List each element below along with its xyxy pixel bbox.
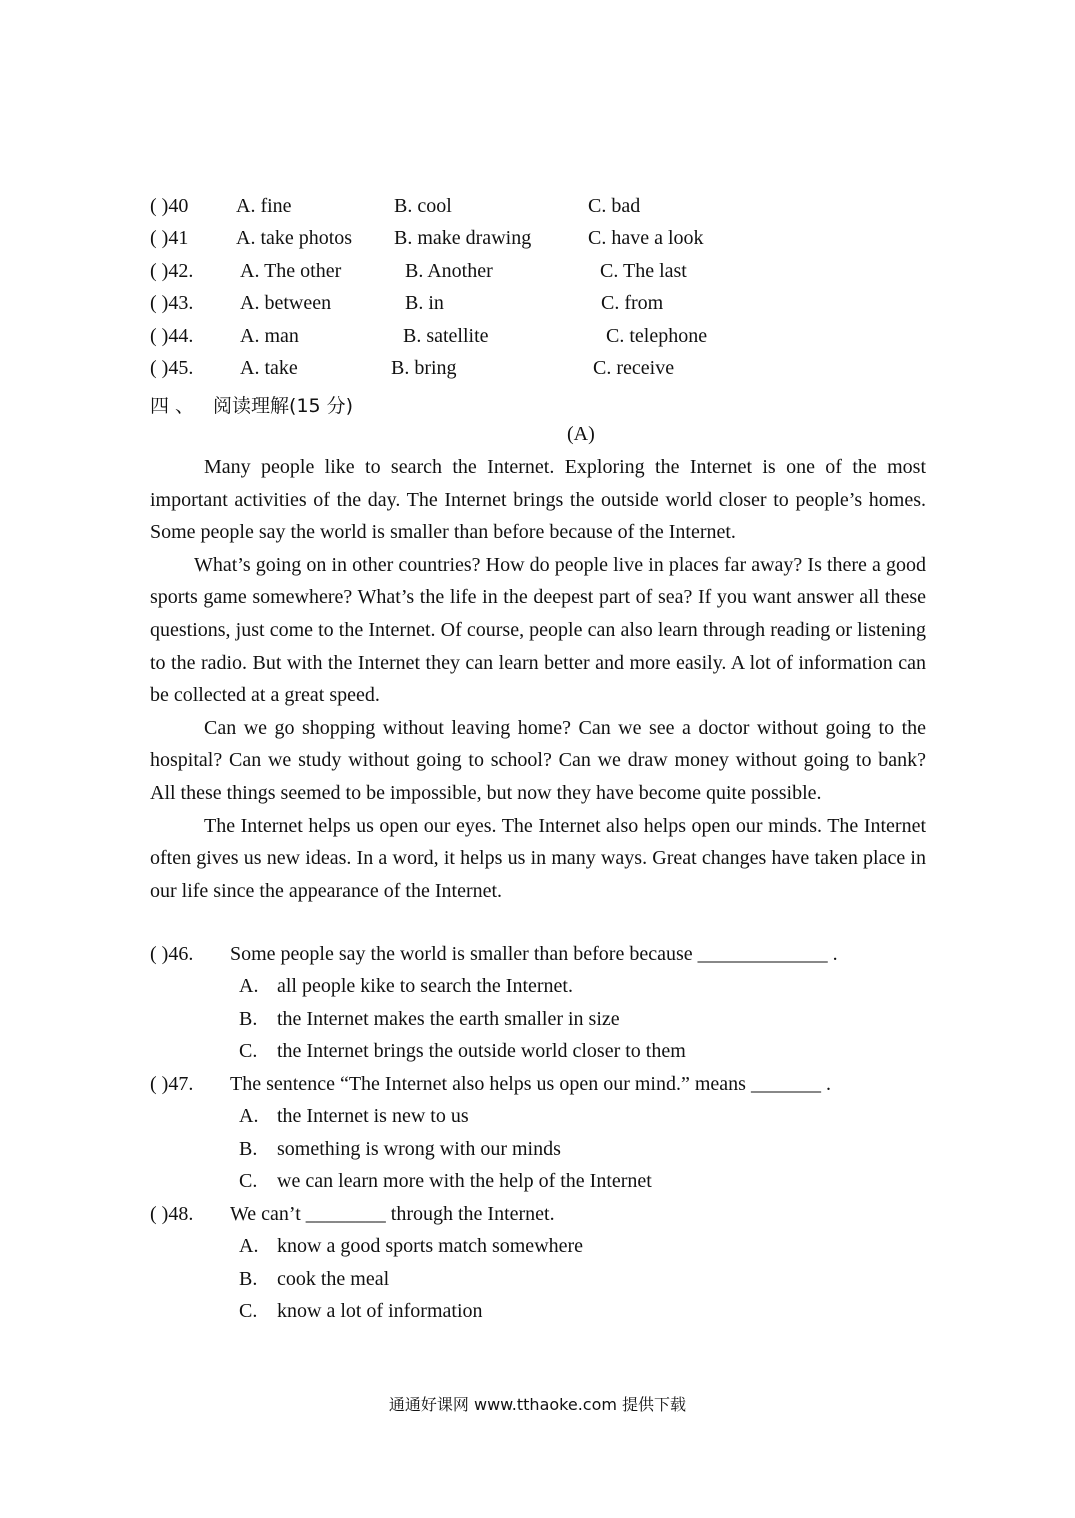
option-b: B. bring <box>391 357 457 379</box>
answer-bracket: ( )46. <box>150 943 194 965</box>
option-letter: A. <box>239 1105 259 1127</box>
option-text: the Internet is new to us <box>277 1105 469 1127</box>
option-a: A. take <box>240 357 298 379</box>
question-text: The sentence “The Internet also helps us open our mind.” means _______ . <box>230 1073 831 1095</box>
option-letter: C. <box>239 1040 258 1062</box>
question-text: Some people say the world is smaller than before because _____________ . <box>230 943 838 965</box>
option-text: know a lot of information <box>277 1300 483 1322</box>
section-title: 阅读理解(15 分) <box>213 395 354 417</box>
option-c: C. have a look <box>588 227 704 249</box>
cloze-question-42 <box>150 260 850 284</box>
option-text: all people kike to search the Internet. <box>277 975 573 997</box>
option-a: A. The other <box>240 260 342 282</box>
section-heading <box>150 391 353 418</box>
option-c: C. receive <box>593 357 675 379</box>
option-a: A. take photos <box>236 227 353 249</box>
option-a: A. fine <box>236 195 292 217</box>
passage-label: (A) <box>567 423 595 445</box>
option-text: the Internet brings the outside world closer to them <box>277 1040 686 1062</box>
option-b: B. cool <box>394 195 452 217</box>
option-letter: A. <box>239 975 259 997</box>
answer-bracket: ( )47. <box>150 1073 194 1095</box>
option-letter: B. <box>239 1268 258 1290</box>
reading-passage <box>150 451 926 907</box>
section-number: 四 、 <box>150 395 195 417</box>
cloze-question-45 <box>150 357 850 381</box>
option-letter: B. <box>239 1008 258 1030</box>
cloze-question-44 <box>150 325 850 349</box>
option-text: something is wrong with our minds <box>277 1138 561 1160</box>
option-c: C. The last <box>600 260 687 282</box>
option-a: A. between <box>240 292 332 314</box>
option-letter: C. <box>239 1170 258 1192</box>
option-c: C. from <box>601 292 664 314</box>
option-text: know a good sports match somewhere <box>277 1235 584 1257</box>
option-text: the Internet makes the earth smaller in size <box>277 1008 620 1030</box>
passage-paragraph: Can we go shopping without leaving home? Can we see a doctor without going to the hospital? Can we study without going to school? Can we draw money without going to bank? All these things seemed to be impossible, but now they have become quite possible. <box>150 716 926 804</box>
question-stem: ( )44. <box>150 325 194 347</box>
page-footer: 通通好课网 www.tthaoke.com 提供下载 <box>388 1395 687 1414</box>
option-a: A. man <box>240 325 299 347</box>
answer-bracket: ( )48. <box>150 1203 194 1225</box>
option-c: C. telephone <box>606 325 708 347</box>
option-b: B. in <box>405 292 444 314</box>
question-stem: ( )41 <box>150 227 189 249</box>
option-c: C. bad <box>588 195 641 217</box>
question-stem: ( )43. <box>150 292 194 314</box>
option-text: cook the meal <box>277 1268 390 1290</box>
question-stem: ( )45. <box>150 357 194 379</box>
cloze-question-41 <box>150 227 850 251</box>
passage-paragraph: Many people like to search the Internet. Exploring the Internet is one of the most important activities of the day. The Internet brings the outside world closer to people’s homes. Some people say the world is smaller than before because of the Internet. <box>150 456 926 544</box>
option-b: B. Another <box>405 260 493 282</box>
option-letter: A. <box>239 1235 259 1257</box>
question-stem: ( )40 <box>150 195 189 217</box>
option-b: B. satellite <box>403 325 489 347</box>
option-text: we can learn more with the help of the Internet <box>277 1170 652 1192</box>
passage-paragraph: What’s going on in other countries? How do people live in places far away? Is there a good sports game somewhere? What’s the life in the deepest part of sea? If you want answer all these questions, just come to the Internet. Of course, people can also learn through reading or listening to the radio. But with the Internet they can learn better and more easily. A lot of information can be collected at a great speed. <box>150 553 926 707</box>
passage-paragraph: The Internet helps us open our eyes. The Internet also helps open our minds. The Internet often gives us new ideas. In a word, it helps us in many ways. Great changes have taken place in our life since the appearance of the Internet. <box>150 814 926 902</box>
question-stem: ( )42. <box>150 260 194 282</box>
cloze-question-40 <box>150 195 850 219</box>
question-text: We can’t ________ through the Internet. <box>230 1203 555 1225</box>
option-letter: B. <box>239 1138 258 1160</box>
option-b: B. make drawing <box>394 227 532 249</box>
option-letter: C. <box>239 1300 258 1322</box>
cloze-question-43 <box>150 292 850 316</box>
